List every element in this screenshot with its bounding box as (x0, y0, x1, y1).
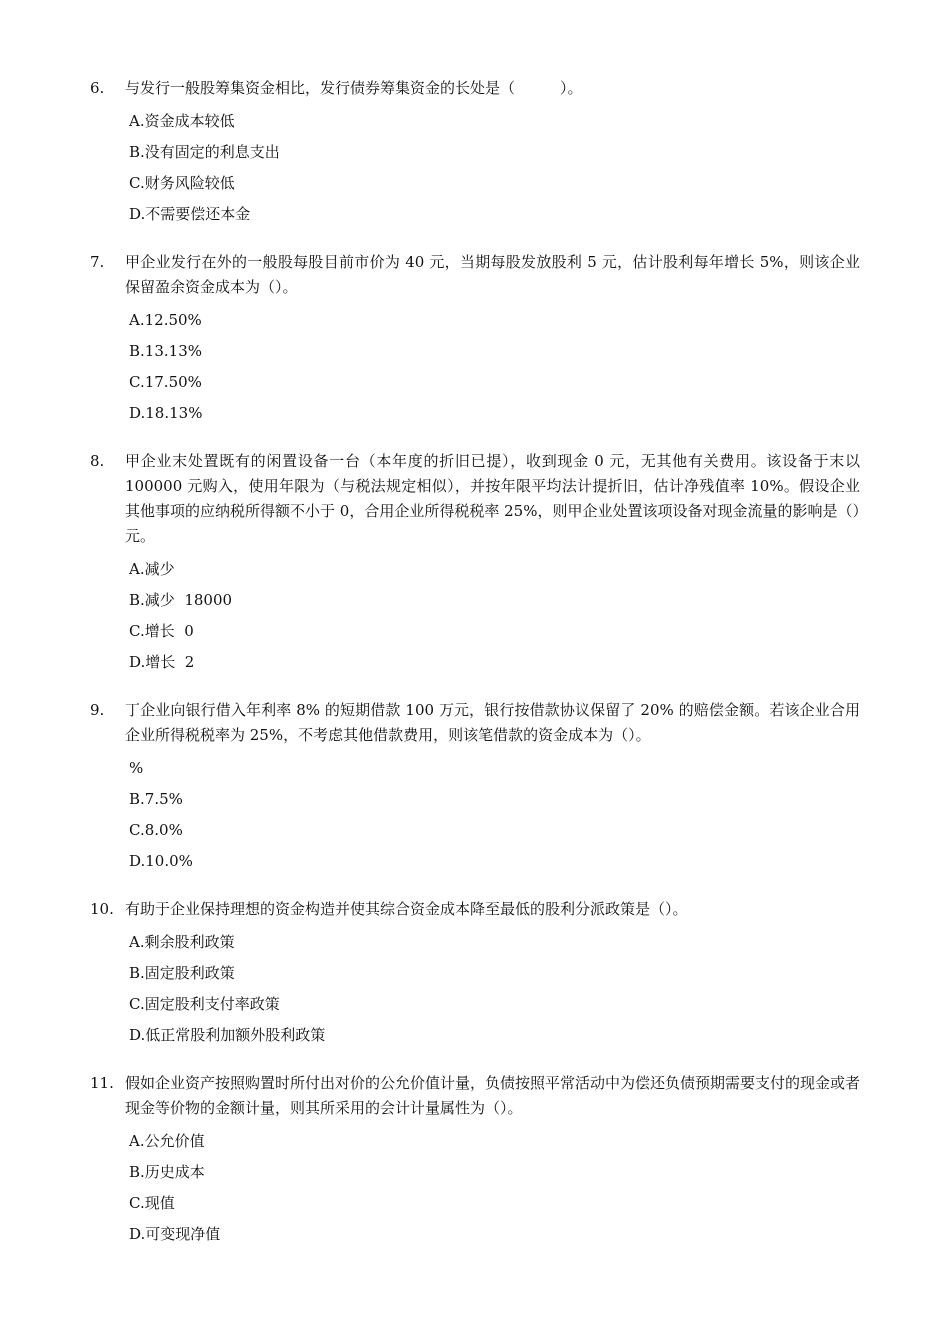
option-a: % (129, 759, 144, 777)
question-stem: 有助于企业保持理想的资金构造并使其综合资金成本降至最低的股利分派政策是（）。 (125, 900, 688, 918)
option-d: D.增长 2 (129, 653, 195, 671)
option-c: C.固定股利支付率政策 (129, 995, 280, 1013)
option-c: C.财务风险较低 (129, 174, 235, 192)
option-a: A.资金成本较低 (129, 112, 235, 130)
question-stem: 与发行一般股筹集资金相比，发行债券筹集资金的长处是（ ）。 (125, 79, 583, 97)
option-a: A.公允价值 (129, 1132, 205, 1150)
option-b: B.13.13% (129, 342, 202, 360)
option-d: D.低正常股利加额外股利政策 (129, 1026, 326, 1044)
option-list (129, 554, 860, 678)
question-6 (90, 76, 860, 230)
question-7 (90, 250, 860, 429)
option-c: C.现值 (129, 1194, 175, 1212)
option-d: D.10.0% (129, 852, 193, 870)
option-b: B.减少 18000 (129, 591, 233, 609)
option-list (129, 1126, 860, 1250)
question-stem: 甲企业发行在外的一般股每股目前市价为 40 元，当期每股发放股利 5 元，估计股利每年增长 5%，则该企业保留盈余资金成本为（）。 (125, 253, 860, 296)
option-d: D.18.13% (129, 404, 203, 422)
option-b: B.7.5% (129, 790, 183, 808)
question-11 (90, 1071, 860, 1250)
option-a: A.减少 (129, 560, 175, 578)
question-number: 10. (90, 900, 114, 918)
option-list (129, 106, 860, 230)
question-stem: 甲企业末处置既有的闲置设备一台（本年度的折旧已提），收到现金 0 元，无其他有关费用。该设备于末以 100000 元购入，使用年限为（与税法规定相似），并按年限平均法计提折旧，估计净残值率 10%。假设企业其他事项的应纳税所得额不小于 0，合用企业所得税税率 25%，则甲企业处置该项设备对现金流量的影响是（）元。 (125, 452, 860, 545)
option-b: B.历史成本 (129, 1163, 205, 1181)
question-10 (90, 897, 860, 1051)
option-c: C.8.0% (129, 821, 183, 839)
option-b: B.固定股利政策 (129, 964, 235, 982)
option-b: B.没有固定的利息支出 (129, 143, 280, 161)
question-stem: 假如企业资产按照购置时所付出对价的公允价值计量，负债按照平常活动中为偿还负债预期需要支付的现金或者现金等价物的金额计量，则其所采用的会计计量属性为（）。 (125, 1074, 861, 1117)
question-number: 9. (90, 701, 105, 719)
question-stem: 丁企业向银行借入年利率 8% 的短期借款 100 万元，银行按借款协议保留了 20% 的赔偿金额。若该企业合用企业所得税税率为 25%，不考虑其他借款费用，则该笔借款的资金成本为（）。 (125, 701, 860, 744)
option-d: D.可变现净值 (129, 1225, 221, 1243)
question-number: 11. (90, 1074, 114, 1092)
question-number: 8. (90, 452, 105, 470)
option-c: C.17.50% (129, 373, 202, 391)
question-number: 6. (90, 79, 105, 97)
option-c: C.增长 0 (129, 622, 194, 640)
question-number: 7. (90, 253, 105, 271)
option-list (129, 305, 860, 429)
question-9 (90, 698, 860, 877)
option-a: A.12.50% (129, 311, 202, 329)
option-a: A.剩余股利政策 (129, 933, 235, 951)
question-8 (90, 449, 860, 678)
option-d: D.不需要偿还本金 (129, 205, 251, 223)
option-list (129, 753, 860, 877)
option-list (129, 927, 860, 1051)
